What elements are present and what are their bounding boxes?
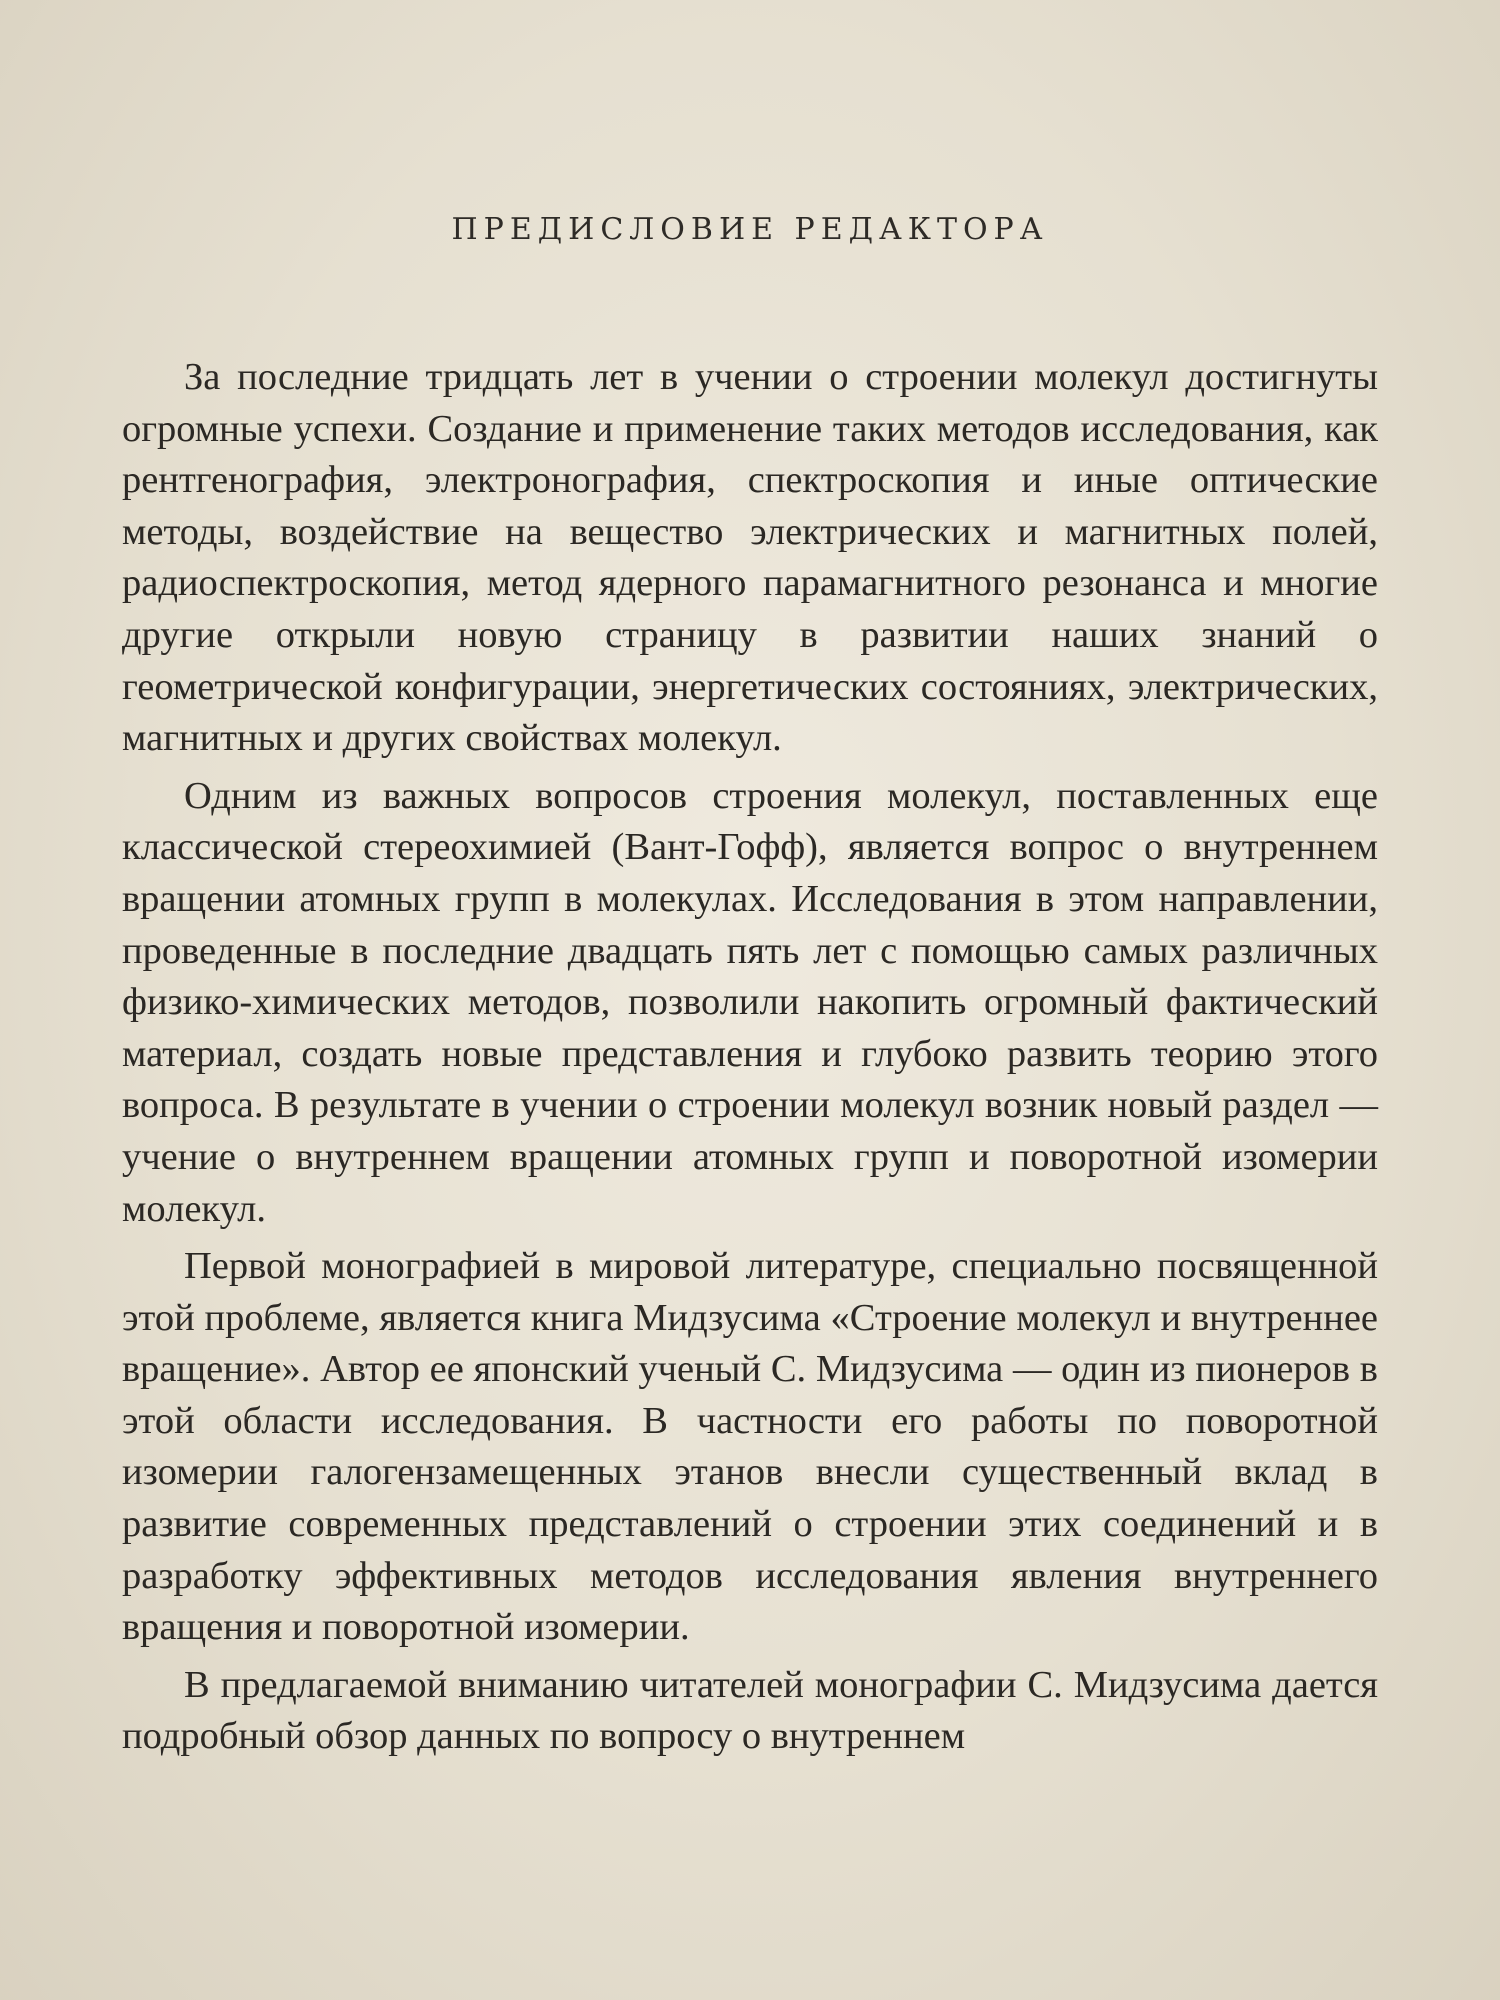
body-text [122,352,1378,1769]
page-title: ПРЕДИСЛОВИЕ РЕДАКТОРА [451,212,1049,247]
paragraph-1: За последние тридцать лет в учении о строении молекул достигнуты огромные успехи. Создание и применение таких методов исследования, как рентгенография, электронография, спектроскопия и иные оптические методы, воздействие на вещество электрических и магнитных полей, радиоспектроскопия, метод ядерного парамагнитного резонанса и многие другие открыли новую страницу в развитии наших знаний о геометрической конфигурации, энергетических состояниях, электрических, магнитных и других свойствах молекул. [122,356,1378,760]
paragraph-3: Первой монографией в мировой литературе, специально посвященной этой проблеме, является книга Мидзусима «Строение молекул и внутреннее вращение». Автор ее японский ученый С. Мидзусима — один из пионеров в этой области исследования. В частности его работы по поворотной изомерии галогензамещенных этанов внесли существенный вклад в развитие современных представлений о строении этих соединений и в разработку эффективных методов исследования явления внутреннего вращения и поворотной изомерии. [122,1245,1378,1649]
paragraph-4: В предлагаемой вниманию читателей монографии С. Мидзусима дается подробный обзор данных по вопросу о внутреннем [122,1663,1378,1758]
paragraph-2: Одним из важных вопросов строения молекул, поставленных еще классической стереохимией (Вант-Гофф), является вопрос о внутреннем вращении атомных групп в молекулах. Исследования в этом направлении, проведенные в последние двадцать пять лет с помощью самых различных физико-химических методов, позволили накопить огромный фактический материал, создать новые представления и глубоко развить теорию этого вопроса. В результате в учении о строении молекул возник новый раздел — учение о внутреннем вращении атомных групп и поворотной изомерии молекул. [122,774,1378,1230]
